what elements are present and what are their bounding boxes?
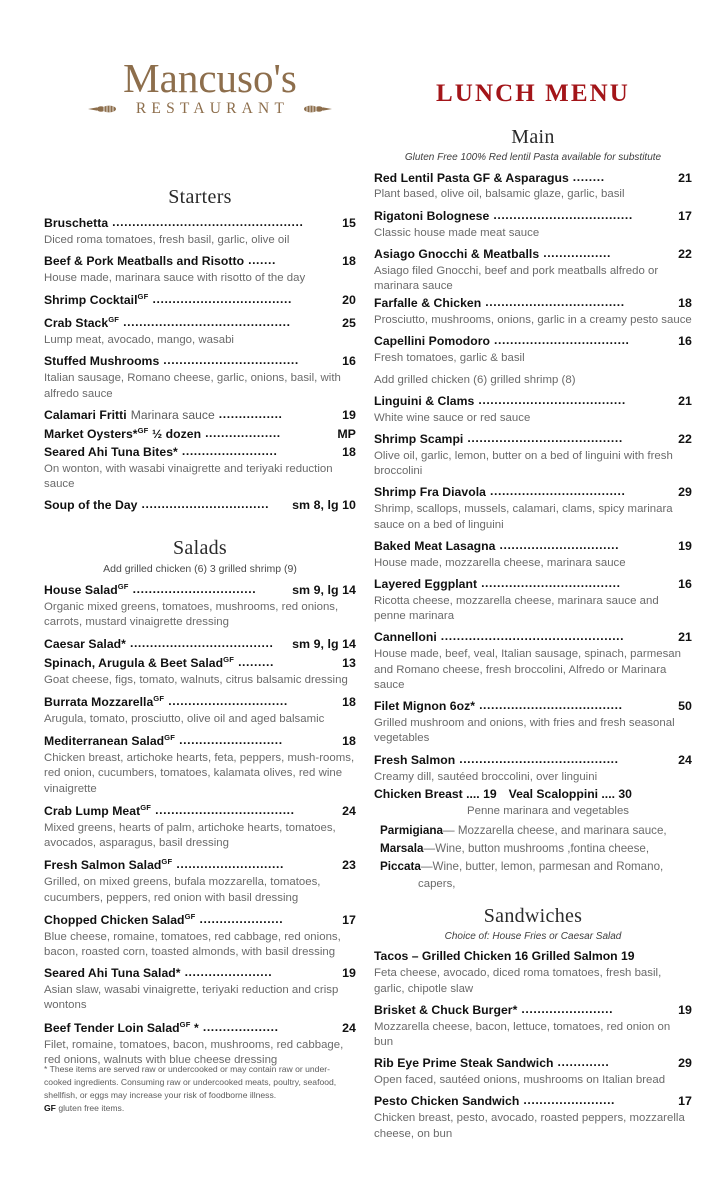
raw-item-marker: * (190, 1020, 199, 1035)
menu-item (374, 394, 692, 426)
menu-footnote (44, 1063, 356, 1115)
menu-item (44, 803, 356, 852)
item-name: Beef & Pork Meatballs and Risotto (44, 254, 245, 269)
item-price: 19 (678, 538, 692, 553)
gluten-free-marker: GF (184, 911, 196, 921)
leader-dots: .................................... (129, 635, 274, 650)
right-column (374, 126, 692, 1143)
leader-dots: ................ (218, 406, 283, 421)
leader-dots: .................................. (489, 484, 626, 499)
menu-item (44, 498, 356, 514)
leader-dots: ................................... (481, 576, 621, 591)
item-description: On wonton, with wasabi vinaigrette and teriyaki reduction sauce (44, 462, 333, 490)
item-name: Crab Stack$^{GF}$ (44, 315, 120, 331)
gluten-free-marker: GF (137, 292, 149, 302)
leader-dots: ........................................ (459, 751, 619, 766)
item-name: Rigatoni Bolognese (374, 208, 490, 223)
leader-dots: ................................... (493, 207, 633, 222)
item-price: 20 (342, 293, 356, 308)
item-price: 18 (342, 694, 356, 709)
leader-dots: .... (466, 786, 480, 801)
item-name: Burrata Mozzarella$^{GF}$ (44, 693, 165, 709)
section-heading-main: Main (511, 126, 555, 148)
item-name: Fresh Salmon Salad$^{GF}$ (44, 857, 173, 873)
leader-dots: ......... (238, 654, 274, 669)
dual-price-subnote: Penne marinara and vegetables (466, 804, 630, 817)
sandwiches-note: Choice of: House Fries or Caesar Salad (444, 930, 622, 942)
item-name: Red Lentil Pasta GF & Asparagus (374, 170, 569, 185)
item-description: Mozzarella cheese, bacon, lettuce, tomatoes, red onion on bun (374, 1020, 671, 1049)
left-column (44, 186, 356, 1069)
item-price: 15 (342, 216, 356, 230)
item-price: 21 (678, 170, 692, 185)
item-price: 21 (678, 393, 692, 408)
item-description: Blue cheese, romaine, tomatoes, red cabbage, red onions, bacon, roasted corn, toasted almonds, with basil dressing (44, 930, 341, 959)
item-description: Shrimp, scallops, mussels, calamari, clams, spicy marinara sauce on a bed of linguini (374, 503, 673, 531)
chicken-breast-name: Chicken Breast (374, 786, 463, 801)
menu-item (44, 354, 356, 401)
item-price: 18 (342, 734, 356, 749)
leader-dots: ....................... (523, 1093, 616, 1108)
leader-dots: .................................... (479, 698, 623, 713)
item-price: 24 (342, 803, 356, 818)
item-description: House made, marinara sauce with risotto of the day (44, 272, 306, 285)
item-price: 29 (678, 1056, 692, 1071)
item-price: 18 (678, 296, 692, 311)
salads-list (44, 582, 356, 1068)
item-name: House Salad$^{GF}$ (44, 582, 129, 598)
item-name: Layered Eggplant (374, 577, 478, 592)
item-price: sm 8, lg 10 (292, 498, 356, 513)
menu-item-dual-price (374, 787, 692, 819)
menu-item (374, 432, 692, 479)
main-note: Gluten Free 100% Red lentil Pasta available for substitute (404, 152, 662, 163)
item-name: Shrimp Fra Diavola (374, 485, 486, 500)
preparation-marsala (374, 840, 692, 858)
item-price: 24 (678, 752, 692, 767)
item-name: Rib Eye Prime Steak Sandwich (374, 1056, 554, 1071)
gluten-free-marker: GF (117, 582, 129, 592)
preparation-name: Piccata (380, 859, 421, 873)
section-heading-starters: Starters (168, 186, 232, 208)
item-price: 18 (342, 254, 356, 269)
item-description: Chicken breast, artichoke hearts, feta, peppers, mush-rooms, red onion, cucumbers, tomatoes, kalamata olives, red wine vinaigrette (44, 751, 355, 795)
item-qualifier: Marinara sauce (130, 407, 215, 422)
item-description: Asian slaw, wasabi vinaigrette, teriyaki reduction and crisp wontons (44, 984, 339, 1012)
item-name: Baked Meat Lasagna (374, 538, 496, 553)
menu-item (44, 655, 356, 688)
item-addon-note: Add grilled chicken (6) grilled shrimp (8) (374, 373, 576, 386)
item-description: Creamy dill, sautéed broccolini, over linguini (374, 770, 598, 783)
item-price: 22 (678, 432, 692, 446)
leader-dots: .................................. (163, 353, 299, 368)
item-price: 16 (342, 354, 356, 369)
item-description: Grilled mushroom and onions, with fries and fresh seasonal vegetables (374, 717, 675, 745)
leader-dots: ....................................... (467, 431, 623, 445)
veal-scaloppini-name: Veal Scaloppini (508, 786, 599, 801)
gluten-free-marker: GF (161, 857, 173, 867)
leader-dots: ........................... (176, 857, 284, 872)
preparation-text: —Wine, button mushrooms ,fontina cheese, (423, 841, 650, 855)
leader-dots: ................... (205, 425, 281, 440)
preparations-tail: capers, (418, 877, 456, 890)
leader-dots: ................................ (141, 497, 270, 512)
menu-item (44, 292, 356, 309)
section-heading-sandwiches: Sandwiches (483, 904, 583, 927)
leader-dots: ..................................... (478, 392, 626, 407)
item-description: Ricotta cheese, mozzarella cheese, marinara sauce and penne marinara (374, 594, 659, 623)
item-price: 17 (678, 1094, 692, 1109)
menu-item (374, 1003, 692, 1050)
item-description: Olive oil, garlic, lemon, butter on a bed of linguini with fresh broccolini (374, 449, 673, 478)
item-name: Farfalle & Chicken (374, 296, 482, 311)
item-description: Chicken breast, pesto, avocado, roasted peppers, mozzarella cheese, on bun (374, 1112, 685, 1140)
item-name: Asiago Gnocchi & Meatballs (374, 246, 540, 261)
item-price: 29 (678, 485, 692, 500)
leader-dots: .................................. (494, 333, 630, 348)
menu-item (374, 577, 692, 624)
gluten-free-marker: GF (137, 425, 149, 435)
wheat-sheaf-icon-right (298, 104, 332, 114)
preparation-parmigiana (374, 822, 692, 840)
item-description: Organic mixed greens, tomatoes, mushrooms, red onions, carrots, mustard vinaigrette dressing (44, 601, 339, 629)
menu-item (374, 753, 692, 785)
item-description: Filet, romaine, tomatoes, bacon, mushrooms, red cabbage, red onions, walnuts with blue cheese dressing (44, 1038, 344, 1066)
item-description: Prosciutto, mushrooms, onions, garlic in a creamy pesto sauce (374, 314, 692, 327)
item-description: Diced roma tomatoes, fresh basil, garlic, olive oil (44, 233, 290, 246)
item-name: Brisket & Chuck Burger* (374, 1002, 518, 1017)
gluten-free-marker: GF (140, 802, 152, 812)
menu-item (44, 1020, 356, 1069)
menu-item (44, 315, 356, 348)
leader-dots: ................................... (152, 292, 292, 307)
item-price: 16 (678, 334, 692, 349)
item-name: Tacos – Grilled Chicken 16 Grilled Salmon 19 (374, 949, 635, 964)
veal-scaloppini-price: 30 (618, 786, 632, 801)
preparation-text: — Mozzarella cheese, and marinara sauce, (443, 823, 667, 837)
item-price: 21 (678, 630, 692, 645)
menu-item (374, 1056, 692, 1088)
footnote-gf-text: gluten free items. (55, 1103, 125, 1114)
section-heading-salads: Salads (172, 537, 228, 560)
menu-item (374, 485, 692, 532)
starters-list (44, 216, 356, 514)
item-price: 50 (678, 699, 692, 714)
leader-dots: ...................... (184, 965, 273, 980)
item-description: Asiago filed Gnocchi, beef and pork meatballs alfredo or marinara sauce (374, 264, 659, 292)
item-name: Beef Tender Loin Salad$^{GF}$ * (44, 1019, 199, 1035)
restaurant-logo (60, 55, 360, 118)
item-name: Bruschetta (44, 216, 109, 230)
item-name: Crab Lump Meat$^{GF}$ (44, 802, 152, 818)
item-price: MP (337, 426, 356, 441)
leader-dots: .... (601, 786, 615, 801)
item-description: Open faced, sautéed onions, mushrooms on Italian bread (374, 1074, 666, 1087)
item-description: Feta cheese, avocado, diced roma tomatoes, fresh basil, garlic, chipotle slaw (374, 967, 662, 995)
preparation-name: Marsala (380, 841, 424, 855)
menu-item (44, 582, 356, 631)
page-title: LUNCH MENU (436, 80, 630, 107)
gluten-free-marker: GF (153, 693, 165, 703)
logo-subtitle: RESTAURANT (135, 100, 290, 117)
item-price: 17 (342, 912, 356, 927)
leader-dots: ....... (248, 253, 276, 268)
menu-item (44, 694, 356, 727)
leader-dots: ................................................ (112, 215, 304, 229)
menu-item (374, 630, 692, 693)
item-price: sm 9, lg 14 (292, 583, 356, 598)
footnote-gf-label: GF (44, 1103, 56, 1114)
item-description: Mixed greens, hearts of palm, artichoke hearts, tomatoes, avocados, asparagus, basil dressing (44, 821, 336, 850)
item-name: Pesto Chicken Sandwich (374, 1094, 520, 1109)
menu-item (374, 247, 692, 294)
menu-item (374, 949, 692, 996)
item-name: Fresh Salmon (374, 752, 456, 767)
item-name: Shrimp Scampi (374, 432, 464, 446)
menu-item (374, 296, 692, 328)
leader-dots: ........................ (181, 443, 278, 458)
item-description: Lump meat, avocado, mango, wasabi (44, 334, 234, 347)
leader-dots: .......................... (179, 733, 283, 748)
leader-dots: ................................... (485, 295, 625, 310)
leader-dots: .............................. (499, 537, 620, 552)
logo-subtitle-row (60, 100, 360, 118)
item-name: Linguini & Clams (374, 393, 475, 408)
item-price: 16 (678, 577, 692, 592)
menu-item (44, 445, 356, 492)
item-price: 23 (342, 858, 356, 873)
item-name: Market Oysters*$^{GF}$ ½ dozen (44, 425, 202, 441)
item-description: White wine sauce or red sauce (374, 411, 531, 424)
item-name: Soup of the Day (44, 498, 138, 513)
menu-item (44, 408, 356, 424)
gluten-free-marker: GF (108, 315, 120, 325)
leader-dots: ............................... (132, 582, 257, 597)
logo-name: Mancuso's (123, 55, 297, 101)
item-name: Capellini Pomodoro (374, 334, 491, 349)
menu-item (44, 912, 356, 961)
item-name: Mediterranean Salad$^{GF}$ (44, 733, 176, 749)
menu-item (44, 966, 356, 1013)
item-price: 22 (678, 246, 692, 261)
item-description: House made, mozzarella cheese, marinara sauce (374, 556, 626, 569)
wheat-sheaf-icon (88, 104, 122, 114)
footnote-raw-warning: * These items are served raw or undercooked or may contain raw or under-cooked ingredients. Consuming raw or undercooked meats, poultry, seafood, shellfish, or eggs may increase your risk of foodborne illness. (44, 1064, 337, 1101)
item-price: 24 (342, 1020, 356, 1035)
dual-price-line (374, 787, 692, 803)
item-name: Shrimp Cocktail$^{GF}$ (44, 292, 149, 308)
item-description: Plant based, olive oil, balsamic glaze, garlic, basil (374, 188, 625, 201)
item-name: Calamari Fritti (44, 407, 127, 422)
preparations-list (374, 822, 692, 892)
item-price: 18 (342, 444, 356, 459)
leader-dots: .............................. (168, 693, 288, 708)
menu-item (374, 699, 692, 746)
item-price: 19 (342, 966, 356, 981)
leader-dots: ............. (557, 1055, 610, 1070)
item-name: Spinach, Arugula & Beet Salad$^{GF}$ (44, 654, 235, 670)
item-description: Fresh tomatoes, garlic & basil (374, 352, 525, 365)
item-price: 17 (678, 208, 692, 223)
item-description: Goat cheese, figs, tomato, walnuts, citrus balsamic dressing (44, 673, 348, 686)
leader-dots: .......................................... (123, 315, 291, 330)
salads-note: Add grilled chicken (6) 3 grilled shrimp (9) (103, 563, 297, 576)
menu-item (44, 637, 356, 653)
menu-item (374, 1094, 692, 1141)
menu-item (44, 254, 356, 286)
item-description: Arugula, tomato, prosciutto, olive oil and aged balsamic (44, 712, 325, 725)
menu-item (374, 334, 692, 387)
menu-item (374, 171, 692, 203)
leader-dots: ................... (202, 1019, 279, 1034)
gluten-free-marker: GF (223, 654, 235, 664)
leader-dots: ................................... (155, 802, 295, 817)
item-name: Seared Ahi Tuna Salad* (44, 966, 181, 981)
gluten-free-marker: GF (164, 733, 176, 743)
item-name: Chopped Chicken Salad$^{GF}$ (44, 911, 196, 927)
item-name: Cannelloni (374, 630, 437, 645)
item-price: sm 9, lg 14 (292, 636, 356, 651)
item-description: House made, beef, veal, Italian sausage, spinach, parmesan and Romano cheese, fresh broccolini, Alfredo or Marinara sauce (374, 648, 681, 691)
menu-item (374, 209, 692, 241)
menu-item (44, 857, 356, 906)
leader-dots: ........ (572, 169, 605, 184)
chicken-breast-price: 19 (483, 786, 497, 801)
preparation-piccata (374, 858, 692, 876)
item-description: Italian sausage, Romano cheese, garlic, onions, basil, with alfredo sauce (44, 372, 341, 400)
item-price: 19 (678, 1002, 692, 1017)
leader-dots: ................. (543, 245, 611, 260)
leader-dots: ..................... (199, 911, 284, 926)
leader-dots: ....................... (521, 1001, 614, 1016)
menu-item (44, 216, 356, 248)
menu-item (374, 539, 692, 571)
item-name: Filet Mignon 6oz* (374, 699, 476, 714)
item-price: 13 (342, 655, 356, 670)
item-price: 19 (342, 407, 356, 422)
item-name: Seared Ahi Tuna Bites* (44, 444, 178, 459)
sandwiches-list (374, 949, 692, 1141)
leader-dots: .............................................. (440, 629, 625, 644)
preparation-text: —Wine, butter, lemon, parmesan and Romano, (420, 859, 664, 873)
item-name: Stuffed Mushrooms (44, 354, 160, 369)
preparation-name: Parmigiana (380, 823, 444, 837)
item-name: Caesar Salad* (44, 636, 126, 651)
menu-item (44, 426, 356, 443)
item-description: Grilled, on mixed greens, bufala mozzarella, tomatoes, cucumbers, peppers, red onion with basil dressing (44, 876, 321, 904)
gluten-free-marker: GF (179, 1019, 191, 1029)
menu-item (44, 733, 356, 797)
item-price: 25 (342, 316, 356, 331)
main-list (374, 171, 692, 892)
item-description: Classic house made meat sauce (374, 226, 540, 239)
